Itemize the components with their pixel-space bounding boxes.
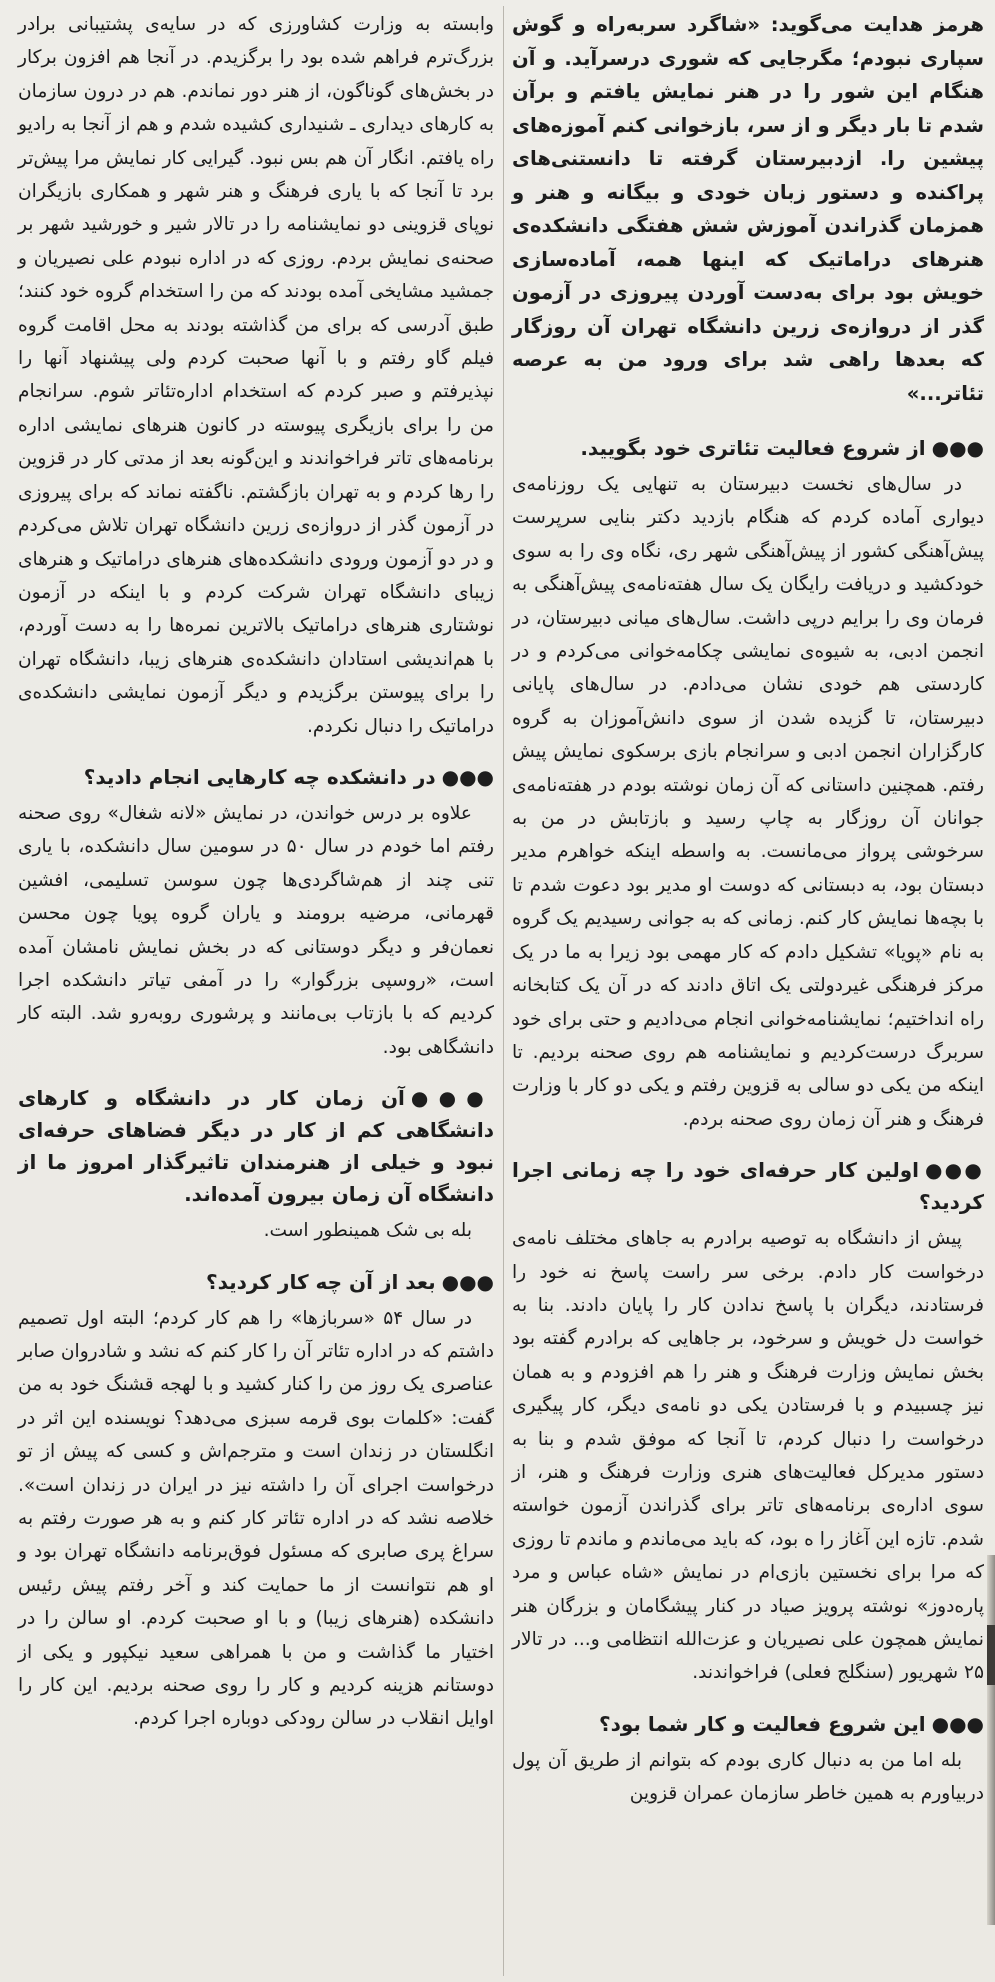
answer-paragraph: بله بی شک همینطور است. (263, 1220, 472, 1242)
column-divider (503, 6, 504, 1976)
bullet-icon: ●●● (931, 1711, 984, 1736)
bullet-icon: ●●● (410, 1086, 494, 1111)
lead-quote: هرمز هدایت می‌گوید: «شاگرد سربه‌راه و گوش سپاری نبودم؛ مگرجایی که شوری درسرآید. و آن هنگام این شور را در هنر نمایش یافتم و برآن شدم تا بار دیگر و از سر، بازخوانی کنم آموزه‌های پیشین را. ازدبیرستان گرفته تا دانستنی‌های پراکنده و دستور زبان خودی و بیگانه و هنر و همزمان گذراندن آموزش شش هفتگی دانشکده‌ی هنرهای دراماتیک که اینها همه، آماده‌سازی خویش بود برای به‌دست آوردن پیروزی در آزمون گذر از دروازه‌ی زرین دانشگاه تهران آن روزگار که بعدها راهی شد برای ورود من به عرصه تئاتر...» (512, 13, 984, 405)
answer-paragraph: وابسته به وزارت کشاورزی که در سایه‌ی پشتیبانی برادر بزرگ‌ترم فراهم شده بود را برگزیدم. در آنجا هم افزون برکار در بخش‌های گوناگون، از هنر دور نماندم. هم در درون سازمان به کارهای دیداری ـ شنیداری کشیده شدم و هم از آنجا به رادیو راه یافتم. انگار آن هم بس نبود. گیرایی کار نمایش مرا پیش‌تر برد تا آنجا که با یاری فرهنگ و هنر شهر و همکاری بازیگران نوپای قزوینی دو نمایشنامه را در تالار شیر و خورشید شهر بر صحنه‌ی نمایش بردم. روزی که در اداره نبودم علی نصیریان و جمشید مشایخی آمده بودند که من را استخدام گروه خود کنند؛ طبق آدرسی که برای من گذاشته بودند به محل اقامت گروه فیلم گاو رفتم و با آنها صحبت کردم ولی پیشنهاد آنها را نپذیرفتم و صبر کردم که استخدام اداره‌تئاتر شوم. سرانجام من را برای بازیگری پیوسته در کانون هنرهای نمایشی اداره برنامه‌های تاتر فراخواندند و این‌گونه بعد از مدتی کار در قزوین را رها کردم و به تهران بازگشتم. ناگفته نماند که برای پیروزی در آزمون گذر از دروازه‌ی زرین دانشگاه تهران تلاش می‌کردم و در دو آزمون ورودی دانشکده‌های هنرهای دراماتیک و هنرهای زیبای دانشگاه تهران شرکت کردم و با اینکه در آزمون نوشتاری هنرهای دراماتیک بالاترین نمره‌ها را به دست آوردم، با هم‌اندیشی استادان دانشکده‌ی هنرهای زیبا، دانشگاه تهران را برای پیوستن برگزیدم و دیگر آزمون نمایشی دانشکده‌ی دراماتیک را دنبال نکردم. (18, 14, 494, 737)
answer-paragraph: در سال ۵۴ «سربازها» را هم کار کردم؛ البته اول تصمیم داشتم که در اداره تئاتر آن را کار کنم که نشد و شادروان صابر عناصری یک روز من را کنار کشید و با لهجه قشنگ خود به من گفت: «کلمات بوی قرمه سبزی می‌دهد؟ نویسنده این اثر در انگلستان در زندان است و مترجم‌اش و کسی که پیش از تو درخواست اجرای آن را داشته نیز در ایران در زندان است». خلاصه نشد که در اداره تئاتر کار کنم و به هر صورت رفتم به سراغ پری صابری که مسئول فوق‌برنامه دانشگاه تهران بود و او هم نتوانست از ما حمایت کند و آخر رفتم پیش رئیس دانشکده (هنرهای زیبا) و با او صحبت کردم. او سالن را در اختیار ما گذاشت و من با همراهی سعید نیکپور و یکی از دوستانم هزینه کردیم و کار را روی صحنه بردیم. این کار را اوایل انقلاب در سالن رودکی دوباره اجرا کردم. (18, 1307, 494, 1730)
question-heading: ●●●در دانشکده چه کارهایی انجام دادید؟ (83, 764, 494, 789)
question-heading: ●●●بعد از آن چه کار کردید؟ (205, 1269, 494, 1294)
bullet-icon: ●●● (441, 764, 494, 789)
answer-paragraph: پیش از دانشگاه به توصیه برادرم به جاهای مختلف نامه‌ی درخواست کار دادم. برخی سر راست پاسخ نه خود را فرستادند، دیگران با پاسخ ندادن کار را پایان دادند. بنا به خواست دل خویش و سرخود، بر جاهایی که برادرم گفته بود بخش نمایش وزارت فرهنگ و هنر را هم افزودم و به همان نیز چسبیدم و با فرستادن یکی دو نامه‌ی دیگر، کار پیگیری درخواست را دنبال کردم، تا آنجا که موفق شدم و بنا به دستور مدیرکل فعالیت‌های هنری وزارت فرهنگ و هنر، از سوی اداره‌ی برنامه‌های تاتر برای گذراندن آزمون خواسته شدم. تازه این آغاز را ه بود، که باید می‌ماندم و ماندم تا روزی که مرا برای نخستین بازی‌ام در نمایش «شاه عباس و مرد پاره‌دوز» نوشته پرویز صیاد در کنار پیشگامان و بزرگان هنر نمایش همچون علی نصیریان و عزت‌الله انتظامی و... در تالار ۲۵ شهریور (سنگلج فعلی) فراخواندند. (512, 1228, 984, 1684)
page-edge-tab (987, 1625, 995, 1685)
answer-paragraph: در سال‌های نخست دبیرستان به تنهایی یک روزنامه‌ی دیواری آماده کردم که هنگام بازدید دکتر بنایی سرپرست پیش‌آهنگی کشور از پیش‌آهنگی شهر ری، نگاه وی را به سوی خودکشید و دریافت رایگان یک سال هفته‌نامه‌ی پیش‌آهنگی به فرمان وی را برایم درپی داشت. سال‌های میانی دبیرستان، در انجمن ادبی، به شیوه‌ی نمایشی چکامه‌خوانی می‌کردم و در کاردستی هم خودی نشان می‌دادم. در سال‌های پایانی دبیرستان، تا گزیده شدن از سوی دانش‌آموزان به گروه کارگزاران انجمن ادبی و سرانجام بازی برسکوی نمایش پیش رفتم. همچنین داستانی که آن زمان نوشته بودم در هفته‌نامه‌ی جوانان آن روزگار به چاپ رسید و بازتابش در من به سرخوشی پرواز می‌مانست. به واسطه اینکه خواهرم مدیر دبستان بود، به دبستانی که دوست او مدیر بود دعوت شدم تا با بچه‌ها نمایش کار کنم. زمانی که به جوانی رسیدیم یک گروه به نام «پویا» تشکیل دادم که کار مهمی بود زیرا به ما در یک مرکز فرهنگی غیردولتی یک اتاق دادند که در آن یک کتابخانه راه انداختیم؛ نمایشنامه‌خوانی انجام می‌دادیم و حتی برای خود سربرگ درست‌کردیم و نمایشنامه هم روی صحنه بردیم. تا اینکه من یکی دو سالی به قزوین رفتم و یکی دو کار با وزارت فرهنگ و هنر آن زمان روی صحنه بردم. (512, 474, 984, 1130)
bullet-icon: ●●● (931, 436, 984, 460)
bullet-icon: ●●● (441, 1269, 494, 1294)
question-heading: ●●●این شروع فعالیت و کار شما بود؟ (598, 1711, 984, 1736)
answer-paragraph: بله اما من به دنبال کاری بودم که بتوانم از طریق آن پول دربیاورم به همین خاطر سازمان عمران قزوین (512, 1749, 984, 1805)
question-heading: ●●●اولین کار حرفه‌ای خود را چه زمانی اجرا کردید؟ (512, 1158, 985, 1215)
answer-paragraph: علاوه بر درس خواندن، در نمایش «لانه شغال» روی صحنه رفتم اما خودم در سال ۵۰ در سومین سال دانشکده، با یاری تنی چند از هم‌شاگردی‌ها چون سوسن تسلیمی، افشین قهرمانی، مرضیه برومند و یاران گروه پویا چون محسن نعمان‌فر و دیگر دوستانی که در بخش نمایش نامشان آمده است، «روسپی بزرگوار» را در آمفی تیاتر دانشکده اجرا کردیم که با بازتاب بی‌مانند و پرشوری روبه‌رو شد. البته کار دانشگاهی بود. (18, 802, 494, 1058)
bullet-icon: ●●● (925, 1158, 985, 1183)
question-heading: ●●●آن زمان کار در دانشگاه و کارهای دانشگاهی کم از کار در دیگر فضاهای حرفه‌ای نبود و خیلی از هنرمندان تاثیرگذار امروز ما از دانشگاه آن زمان بیرون آمده‌اند. (18, 1086, 494, 1207)
question-heading: ●●●از شروع فعالیت تئاتری خود بگویید. (580, 436, 984, 460)
page-edge-shadow (987, 1555, 995, 1925)
right-column (512, 8, 988, 1811)
left-column (18, 8, 494, 1736)
